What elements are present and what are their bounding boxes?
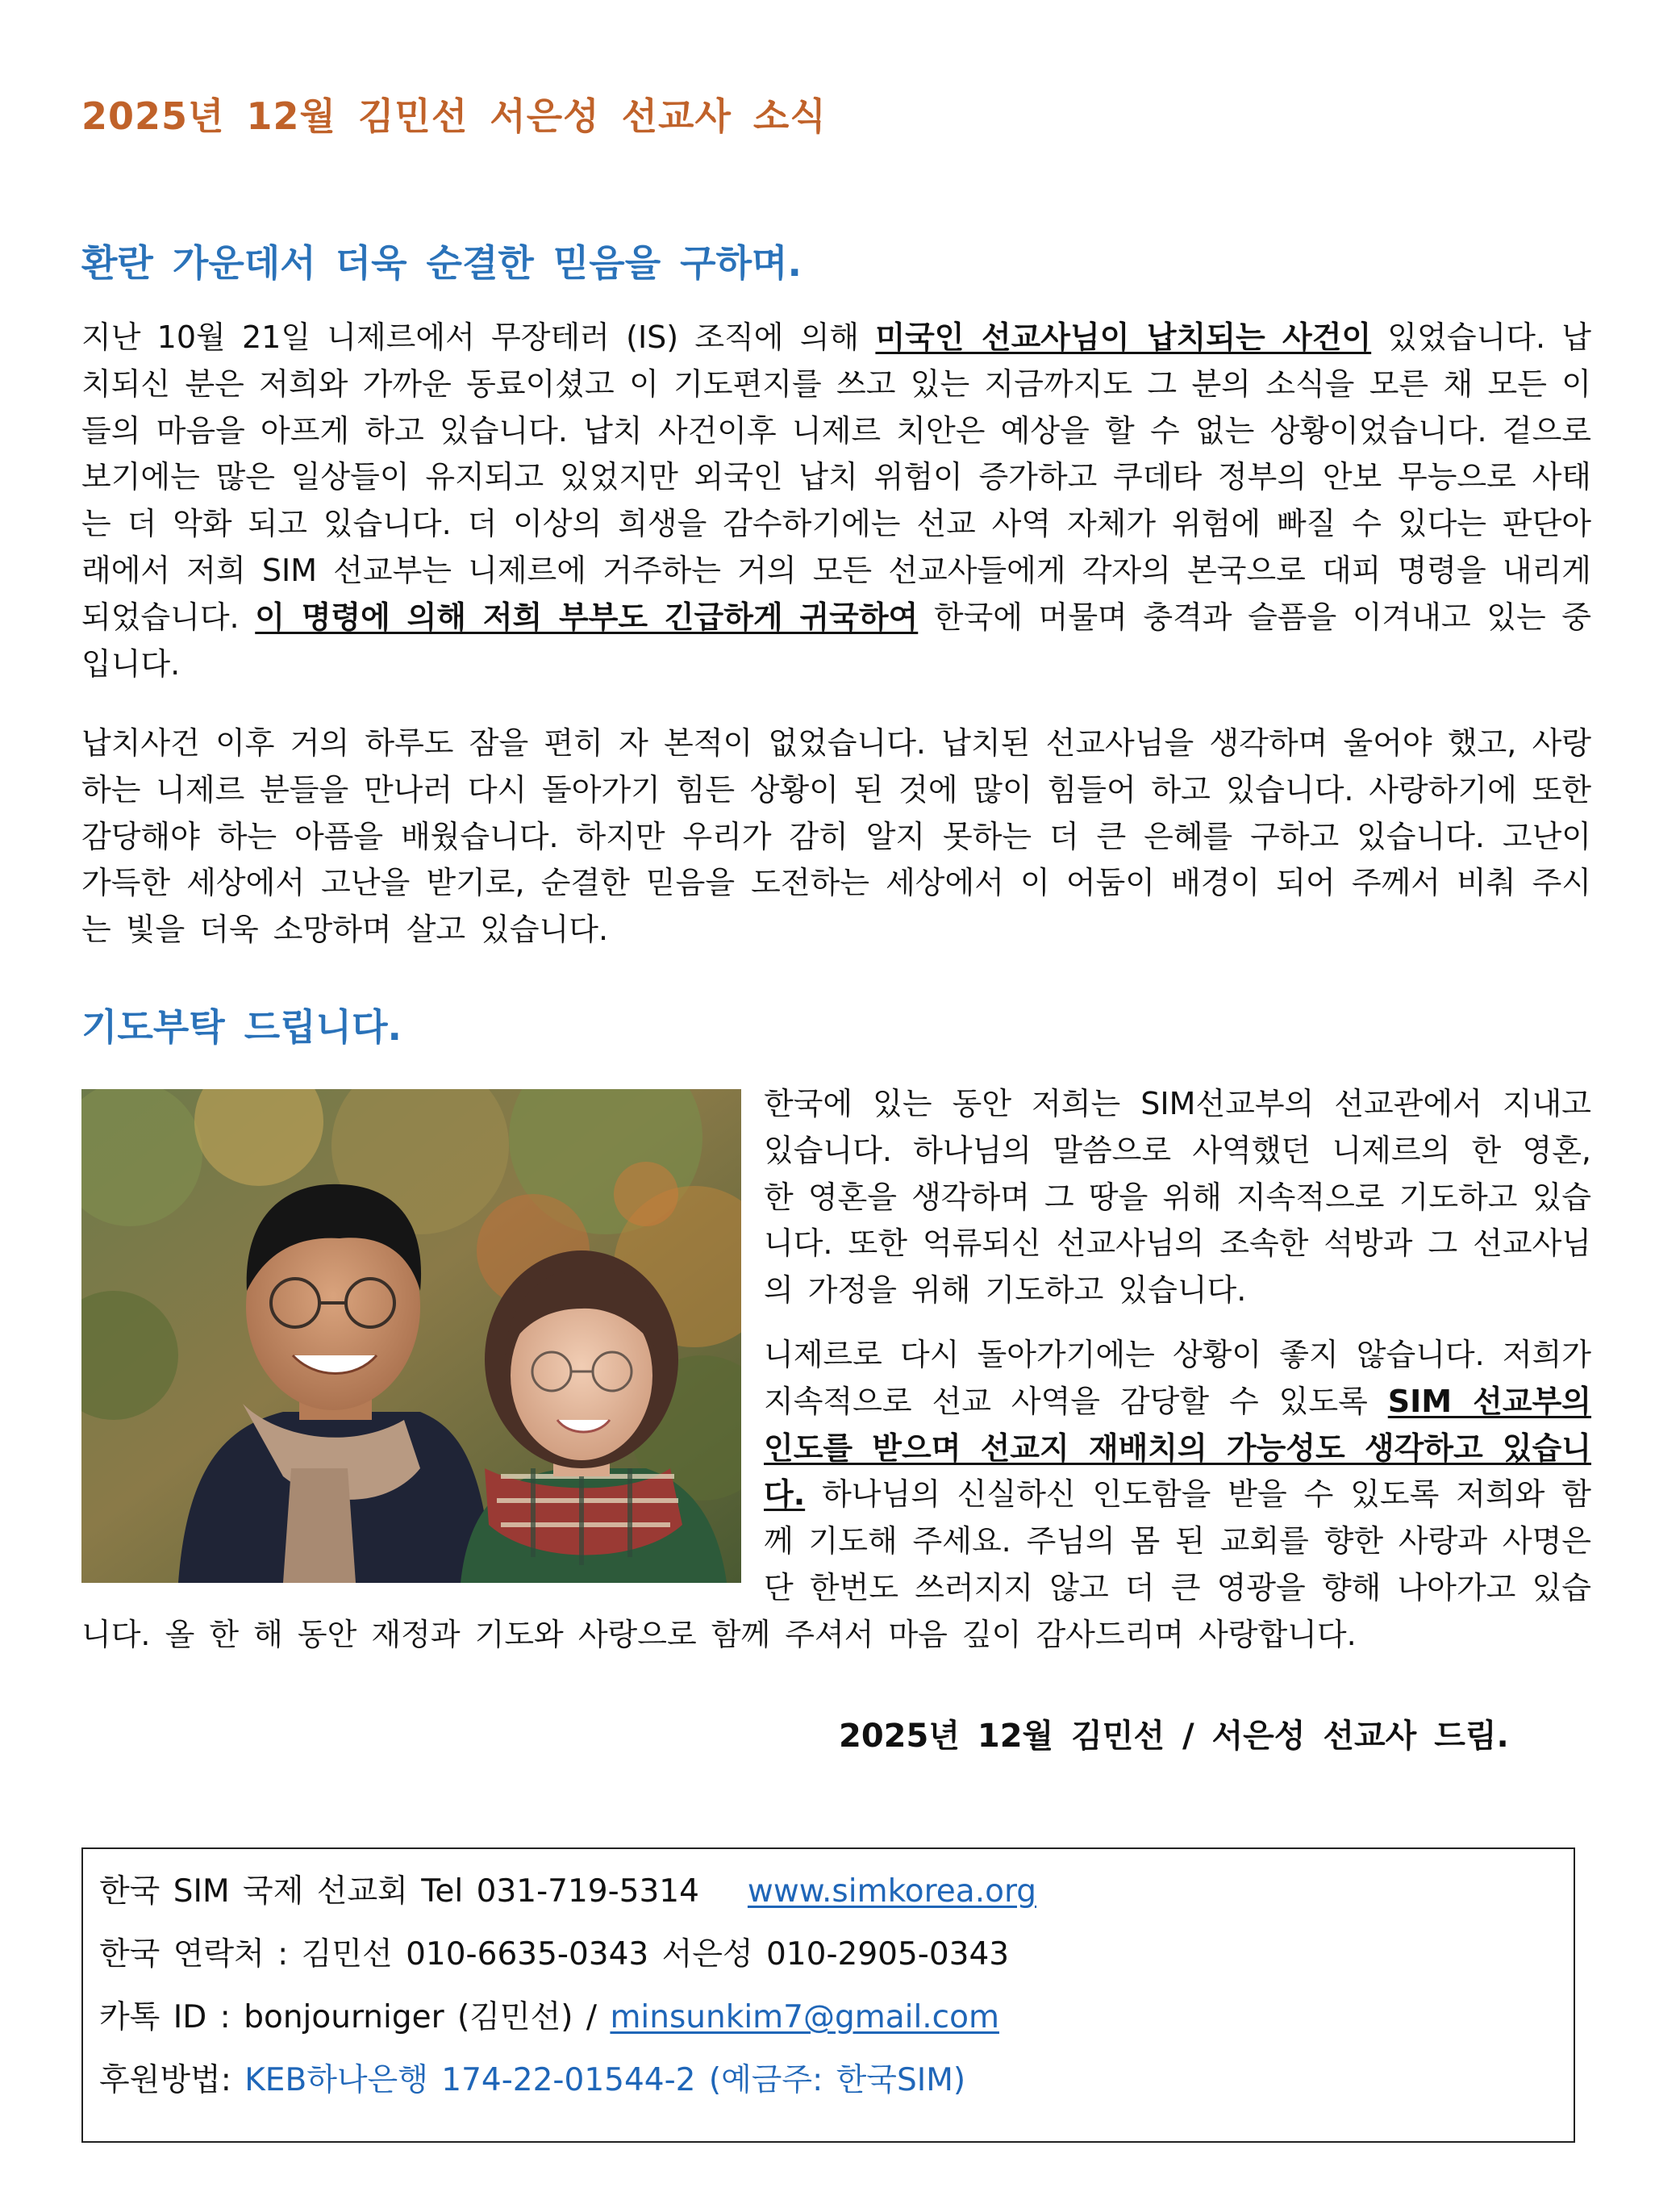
signature: 2025년 12월 김민선 / 서은성 선교사 드림.: [839, 1718, 1509, 1755]
donation-label: 후원방법:: [99, 2062, 245, 2098]
paragraph-text: 지난 10월 21일 니제르에서 무장테러 (IS) 조직에 의해: [81, 319, 876, 355]
org-phone: 한국 SIM 국제 선교회 Tel 031-719-5314: [99, 1873, 699, 1910]
email-link[interactable]: minsunkim7@gmail.com: [610, 1999, 999, 2035]
paragraph-after-kidnapping: 납치사건 이후 거의 하루도 잠을 편히 자 본적이 없었습니다. 납치된 선교사님을 생각하며 울어야 했고, 사랑하는 니제르 분들을 만나러 다시 돌아가기 힘든 상황이 된 것에 많이 힘들어 하고 있습니다. 사랑하기에 또한 감당해야 하는 아픔을 배웠습니다. 하지만 우리가 감히 알지 못하는 더 큰 은혜를 구하고 있습니다. 고난이 가득한 세상에서 고난을 받기로, 순결한 믿음을 도전하는 세상에서 이 어둠이 배경이 되어 주께서 비춰 주시는 빛을 더욱 소망하며 살고 있습니다.: [81, 725, 1591, 948]
contact-info-box: [81, 1847, 1575, 2143]
prayer-request-body: [81, 1081, 1591, 1659]
website-link[interactable]: www.simkorea.org: [747, 1873, 1037, 1910]
emphasis-evacuation: 이 명령에 의해 저희 부부도 긴급하게 귀국하여: [255, 599, 919, 635]
contact-korea-line: 한국 연락처 : 김민선 010-6635-0343 서은성 010-2905-0343: [99, 1936, 1010, 1973]
donation-account: KEB하나은행 174-22-01544-2 (예금주: 한국SIM): [244, 2062, 966, 2098]
paragraph-text: 하나님의 신실하신 인도함을 받을 수 있도록 저희와 함께 기도해 주세요. 주님의 몸 된 교회를 향한 사랑과 사명은 단 한번도 쓰러지지 않고 더 큰 영광을 향해 나아가고 있습니다. 올 한 해 동안 재정과 기도와 사랑으로 함께 주셔서 마음 깊이 감사드리며 사랑합니다.: [81, 1476, 1591, 1652]
paragraph-text: 니제르로 다시 돌아가기에는 상황이 좋지 않습니다. 저희가 지속적으로 선교 사역을 감당할 수 있도록: [764, 1336, 1591, 1419]
section-heading-prayer-request: 기도부탁 드립니다.: [81, 1005, 402, 1049]
kakao-id: 카톡 ID : bonjourniger (김민선) /: [99, 1999, 611, 2035]
paragraph-prayer-korea-stay: 한국에 있는 동안 저희는 SIM선교부의 선교관에서 지내고 있습니다. 하나님의 말씀으로 사역했던 니제르의 한 영혼, 한 영혼을 생각하며 그 땅을 위해 지속적으로 기도하고 있습니다. 또한 억류되신 선교사님의 조속한 석방과 그 선교사님의 가정을 위해 기도하고 있습니다.: [764, 1086, 1591, 1309]
contact-kakao-line: [99, 1986, 1557, 2049]
section-heading-tribulation: 환란 가운데서 더욱 순결한 믿음을 구하며.: [81, 241, 802, 285]
paragraph-text: 있었습니다. 납치되신 분은 저희와 가까운 동료이셨고 이 기도편지를 쓰고 있는 지금까지도 그 분의 소식을 모른 채 모든 이들의 마음을 아프게 하고 있습니다. 납치 사건이후 니제르 치안은 예상을 할 수 없는 상황이었습니다. 겉으로 보기에는 많은 일상들이 유지되고 있었지만 외국인 납치 위험이 증가하고 쿠데타 정부의 안보 무능으로 사태는 더 악화 되고 있습니다. 더 이상의 희생을 감수하기에는 선교 사역 자체가 위험에 빠질 수 있다는 판단아래에서 저희 SIM 선교부는 니제르에 거주하는 거의 모든 선교사들에게 각자의 본국으로 대피 명령을 내리게 되었습니다.: [81, 319, 1591, 635]
emphasis-reassignment: SIM 선교부의 인도를 받으며 선교지 재배치의 가능성도 생각하고 있습니다.: [764, 1383, 1592, 1513]
paragraph-kidnapping-news: [81, 315, 1591, 687]
paragraph-text: 한국에 머물며 충격과 슬픔을 이겨내고 있는 중입니다.: [81, 599, 1591, 682]
emphasis-kidnapping: 미국인 선교사님이 납치되는 사건이: [875, 319, 1372, 355]
contact-org-line: [99, 1860, 1557, 1923]
photo-float-spacer: [81, 1081, 764, 1583]
contact-donation-line: [99, 2049, 1557, 2112]
document-title: 2025년 12월 김민선 서은성 선교사 소식: [81, 94, 827, 138]
